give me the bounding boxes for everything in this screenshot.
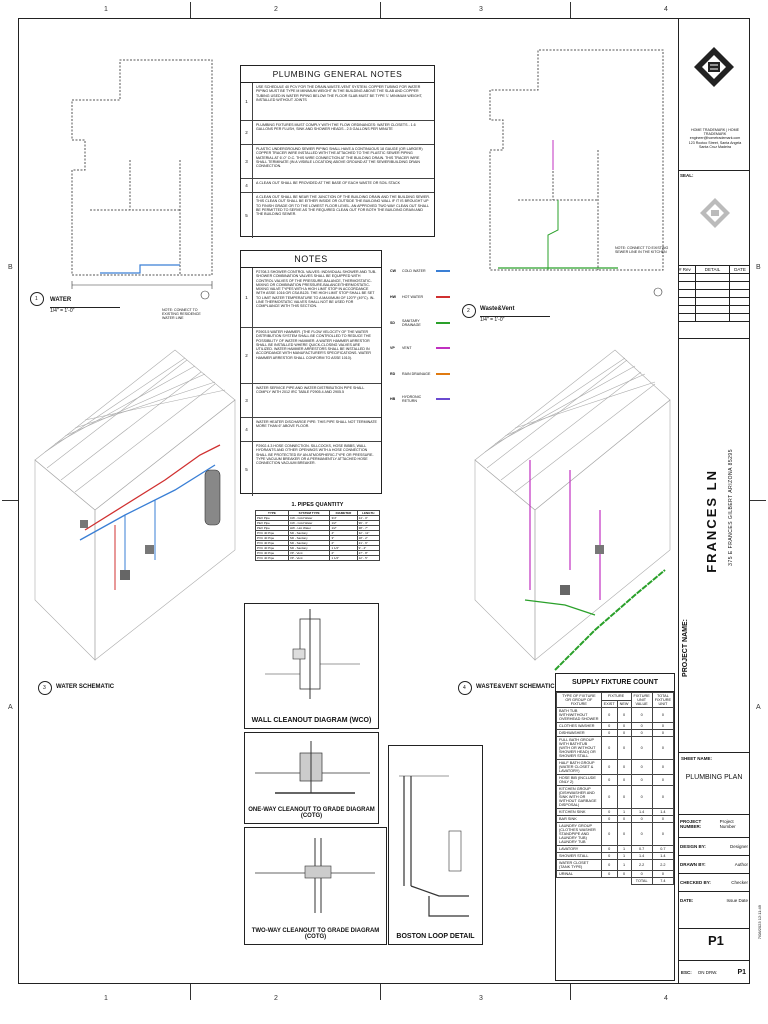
grid-bottom-1: 1 <box>104 995 108 1002</box>
sheet-name-area: SHEET NAME: PLUMBING PLAN <box>678 752 750 812</box>
supply-fixture-table: TYPE OF FIXTURE OR GROUP OF FIXTURE FIXTURE FIXTURE UNIT VALUE TOTAL FIXTURE UNIT EXIST NEW BATH TUB WITH/WITHOUT OVERHEAD SHOWER 0 0 0 0 CLOTHES WASHER 0 0 0 0 DISHWASHER 0 0 0 0 FULL BATH GROUP WITH BATHTUB (WITH OR WITHOUT SHOWER HEAD) OR SHOWER STALL 0 0 0 0 HALF BATH GROUP (WATER CLOSET & LAVATORY) 0 0 0 0 HOSE BIB (INCLUDE ONLY 2) 0 0 0 0 KITCHEN GROUP (DISHWASHER AND SINK WITH OR WITHOUT GARBAGE DISPOSAL) 0 0 0 0 KITCHEN SINK 0 1 1.4 1.4 BAR SINK 0 0 0 0 LAUNDRY GROUP (CLOTHES WASHER STANDPIPE AND LAUNDRY TUB) LAUNDRY TUB 0 0 0 0 LAVATORY 0 1 0.7 0.7 SHOWER STALL 0 1 1.4 1.4 WATER CLOSET (TANK TYPE) 0 1 2.2 2.2 URINAL 0 0 0 0 TOTAL 7.4 <box>556 692 674 885</box>
supply-fixture-row: CLOTHES WASHER 0 0 0 0 <box>557 723 674 730</box>
grid-left-a: A <box>8 704 13 711</box>
grid-right-a: A <box>756 704 761 711</box>
project-name: FRANCES LN <box>704 469 719 573</box>
revision-table: # Rev DETAIL DATE <box>678 265 750 335</box>
revision-row <box>678 274 750 282</box>
supply-fixture-title: SUPPLY FIXTURE COUNT <box>556 674 674 692</box>
project-name-area <box>678 338 750 750</box>
wco-detail <box>244 603 379 729</box>
two-way-cotg-drawing <box>245 828 388 923</box>
note-row: 3 WATER SERVICE PIPE AND WATER DISTRIBUTION PIPE SHALL COMPLY WITH 2012 IRC TABLE P2905.4 AND 2905.5 <box>241 384 381 418</box>
boston-loop-drawing <box>389 746 484 926</box>
legend-row: HW HOT WATER <box>390 292 460 302</box>
water-schematic-title: WATER SCHEMATIC <box>56 684 115 690</box>
supply-fixture-count <box>555 673 675 981</box>
pipes-table-row: PVC 40 Pipe SD - Sanitary 2" 21' - 6" <box>256 541 380 546</box>
grid-right-b: B <box>756 264 761 271</box>
notes-title: NOTES <box>241 251 381 268</box>
cotg-drawing <box>245 733 380 805</box>
legend-row: VP VENT <box>390 343 460 353</box>
general-note-row: 4 A CLEAN OUT SHALL BE PROVIDED AT THE BASE OF EACH WASTE OR SOIL STACK <box>241 179 434 193</box>
two-way-cotg-detail <box>244 827 387 945</box>
general-note-row: 1 USE SCHEDULE 40 PCV FOR THE DRAIN-WASTE-VENT SYSTEM. COPPER TUBING FOR WATER PIPING MUST BE TYPE M MINIMUM WEIGHT IN THE BUILDING ABOVE THE SLAB AND COPPER TUBING USED IN WATER PIPING BELOW THE FLOOR SLAB MUST BE TYPE 'L' MINIMUM WEIGHT, INSTALLED WITHOUT JOINTS <box>241 83 434 121</box>
pipes-quantity-table: 1. PIPES QUANTITY TYPE SYSTEM TYPE DIAMETER LENGTH PEX Pipe CW - Cold Water 3/4" 14' - 0" PEX Pipe CW - Cold Water 1/2" 96' - 3" PEX Pipe HW - Hot Water 1/2" 38' - 7" PVC 40 Pipe SD - Sanitary 4" 32' - 11" PVC 40 Pipe SD - Sanitary 3" 18' - 2" PVC 40 Pipe SD - Sanitary 2" 21' - 6" PVC 40 Pipe SD - Sanitary 1 1/2" 9' - 4" PVC 40 Pipe VP - Vent 2" 27' - 8" PVC 40 Pipe VP - Vent 1 1/2" 12' - 5" <box>255 502 380 561</box>
general-notes-panel <box>240 65 435 237</box>
supply-fixture-row: KITCHEN GROUP (DISHWASHER AND SINK WITH OR WITHOUT GARBAGE DISPOSAL) 0 0 0 0 <box>557 786 674 809</box>
grid-bottom-4: 4 <box>664 995 668 1002</box>
firm-info: HOME TRADEMARK | HOME TRADEMARK engineer@hometrademark.com 123 Rootoo Street, Santa Angela Santa Cruz Madeira <box>688 128 742 149</box>
grid-bottom-3: 3 <box>479 995 483 1002</box>
revision-row <box>678 306 750 314</box>
sheet-name: PLUMBING PLAN <box>685 774 743 781</box>
supply-fixture-row: LAVATORY 0 1 0.7 0.7 <box>557 846 674 853</box>
two-way-cotg-title: TWO-WAY CLEANOUT TO GRADE DIAGRAM (COTG) <box>251 928 380 940</box>
wco-title: WALL CLEANOUT DIAGRAM (WCO) <box>251 717 372 724</box>
project-name-label: PROJECT NAME: <box>682 619 689 677</box>
pipes-table-row: PVC 40 Pipe VP - Vent 1 1/2" 12' - 5" <box>256 556 380 561</box>
sewer-connect-note: NOTE: CONNECT TO EXISTING SEWER LINE IN THE KITCHEN <box>615 246 669 255</box>
general-note-row: 5 A CLEAN OUT SHALL BE NEAR THE JUNCTION OF THE BUILDING DRAIN AND THE BUILDING SEWER. THIS CLEAN OUT SHALL BE EITHER INSIDE OR OUTSIDE THE BUILDING WALL IF IT IS BROUGHT UP TO FINISH GRADE OR TO THE LOWEST FLOOR LEVEL. AN APPROVED TWO WAY CLEAN OUT SHALL BE PERMITTED TO SERVE AS THE REQUIRED CLEAN OUT FOR BOTH THE BUILDING DRAIN AND THE BUILDING SEWER. <box>241 193 434 238</box>
supply-fixture-row: LAUNDRY GROUP (CLOTHES WASHER STANDPIPE AND LAUNDRY TUB) LAUNDRY TUB 0 0 0 0 <box>557 823 674 846</box>
supply-fixture-row: FULL BATH GROUP WITH BATHTUB (WITH OR WITHOUT SHOWER HEAD) OR SHOWER STALL 0 0 0 0 <box>557 737 674 760</box>
grid-top-4: 4 <box>664 6 668 13</box>
waste-vent-view-scale: 1/4" = 1'-0" <box>480 316 550 323</box>
pipes-table-row: PVC 40 Pipe SD - Sanitary 1 1/2" 9' - 4" <box>256 546 380 551</box>
note-row: 1 P2708.3 SHOWER CONTROL VALVES: INDIVIDUAL SHOWER AND TUB-SHOWER COMBINATION VALVES SHALL BE EQUIPPED WITH CONTROL VALVES OF THE PRESSURE-BALANCE, THERMOSTATIC-MIXING OR COMBINATION PRESSURE-BALANCE/THERMOSTATIC-MIXING VALVE TYPES WITH A HIGH LIMIT STOP IN ACCORDANCE WITH ASSE 1016 OR CSA B125. THE HIGH LIMIT STOP SHALL BE SET TO LIMIT WATER TEMPERATURE TO A MAXIMUM OF 120°F (49°C). IN-LINE THERMOSTATIC VALVES SHALL NOT BE USED FOR COMPLIANCE WITH THIS SECTION. <box>241 268 381 328</box>
water-view-title: WATER <box>50 297 72 303</box>
notes-panel <box>240 250 382 494</box>
grid-bottom-2: 2 <box>274 995 278 1002</box>
water-schematic-drawing <box>25 330 240 680</box>
grid-top-2: 2 <box>274 6 278 13</box>
cotg-title: ONE-WAY CLEANOUT TO GRADE DIAGRAM (COTG) <box>248 807 375 819</box>
revision-row <box>678 298 750 306</box>
supply-fixture-row: BAR SINK 0 0 0 0 <box>557 816 674 823</box>
wco-drawing <box>245 604 380 709</box>
seal-area: SEAL: <box>678 170 750 265</box>
water-view-bubble: 1 <box>30 292 44 306</box>
waste-vent-plan-drawing <box>478 40 678 310</box>
supply-fixture-row: WATER CLOSET (TANK TYPE) 0 1 2.2 2.2 <box>557 860 674 871</box>
supply-fixture-row: BATH TUB WITH/WITHOUT OVERHEAD SHOWER 0 0 0 0 <box>557 708 674 723</box>
project-address: 375 E FRANCES GILBERT ARIZONA 85295 <box>728 449 734 566</box>
pipes-table-row: PVC 40 Pipe VP - Vent 2" 27' - 8" <box>256 551 380 556</box>
sheet-number-box <box>678 928 750 958</box>
water-schematic-bubble: 3 <box>38 681 52 695</box>
revision-row <box>678 282 750 290</box>
note-row: 4 WATER HEATER DISCHARGE PIPE: THIS PIPE SHALL NOT TERMINATE MORE THAN 6" ABOVE FLOOR. <box>241 418 381 442</box>
cotg-detail <box>244 732 379 824</box>
supply-fixture-row: KITCHEN SINK 0 1 1.4 1.4 <box>557 809 674 816</box>
general-note-row: 2 PLUMBING FIXTURES MUST COMPLY WITH THE FLOW ORDINANCES: WATER CLOSETS - 1.6 GALLONS PER FLUSH, SINK AND SHOWER HEADS - 2.5 GALLONS PER MINUTE <box>241 121 434 145</box>
waste-vent-view-title: Waste&Vent <box>480 306 515 312</box>
water-connect-note: NOTE: CONNECT TO EXISTING RESIDENCE WATER LINE <box>162 308 201 321</box>
firm-logo <box>690 45 738 115</box>
pipes-table-row: PVC 40 Pipe SD - Sanitary 4" 32' - 11" <box>256 531 380 536</box>
water-view-scale: 1/4" = 1'-0" <box>50 307 120 314</box>
project-info: PROJECT NUMBER: Project Number DESIGN BY: Designer DRAWN BY: Author CHECKED BY: Checker DATE: Issue Date <box>678 814 750 974</box>
waste-vent-schematic-bubble: 4 <box>458 681 472 695</box>
supply-fixture-row: HALF BATH GROUP (WATER CLOSET & LAVATORY) 0 0 0 0 <box>557 760 674 775</box>
pipes-table-row: PEX Pipe CW - Cold Water 1/2" 96' - 3" <box>256 521 380 526</box>
revision-row <box>678 314 750 322</box>
general-note-row: 3 PLASTIC UNDERGROUND SEWER PIPING SHALL HAVE A CONTINUOUS 18 GAUGE (OR LARGER) COPPER TRACER WIRE INSTALLED WITH THE ATTACHED TO THE PLASTIC SEWER PIPING MATERIAL AT 6'-0" O.C. THIS WIRE CONNECTION AT THE BUILDING DRAIN. THIS TRACER WIRE SHALL TERMINATE (IN A VISIBLE LOCATION) ABOVE GROUND AT THE SEWER/BUILDING DRAIN CONNECTION. <box>241 145 434 179</box>
pipes-table-row: PVC 40 Pipe SD - Sanitary 3" 18' - 2" <box>256 536 380 541</box>
waste-vent-view-bubble: 2 <box>462 304 476 318</box>
grid-top-1: 1 <box>104 6 108 13</box>
pipes-table-row: PEX Pipe CW - Cold Water 3/4" 14' - 0" <box>256 516 380 521</box>
boston-loop-detail <box>388 745 483 945</box>
supply-fixture-row: URINAL 0 0 0 0 <box>557 871 674 878</box>
note-row: 5 P2902.4.3 HOSE CONNECTION. SILLCOCKS, HOSE BIBBS, WALL HYDRANTS AND OTHER OPENINGS WITH A HOSE CONNECTION SHALL BE PROTECTED BY AN ATMOSPHERIC-TYPE OR PRESSURE-TYPE VACUUM BREAKER OR A PERMANENTLY ATTACHED HOSE CONNECTION VACUUM BREAKER. <box>241 442 381 496</box>
revision-row <box>678 290 750 298</box>
note-row: 2 P2903.5 WATER HAMMER. (THE FLOW VELOCITY OF THE WATER DISTRIBUTION SYSTEM SHALL BE CONTROLLED TO REDUCE THE POSSIBILITY OF WATER HAMMER. A WATER HAMMER ARRESTOR SHALL BE INSTALLED WHERE QUICK-CLOSING VALVES ARE UTILIZED. WATER HAMMER ARRESTORS SHALL BE INSTALLED IN ACCORDANCE WITH MANUFACTURER'S SPECIFICATIONS. WATER HAMMER ARRESTOR SHALL CONFORM TO ASSE 1010). <box>241 328 381 384</box>
esc-row: ESC: ON DRW. P1 <box>678 960 750 984</box>
legend-row: SD SANITARY DRAINAGE <box>390 318 460 328</box>
supply-fixture-row: HOSE BIB (INCLUDE ONLY 2) 0 0 0 0 <box>557 775 674 786</box>
grid-top-3: 3 <box>479 6 483 13</box>
supply-fixture-row: DISHWASHER 0 0 0 0 <box>557 730 674 737</box>
supply-fixture-row: SHOWER STALL 0 1 1.4 1.4 <box>557 853 674 860</box>
legend-row: CW COLD WATER <box>390 266 460 276</box>
seal-logo <box>698 196 732 246</box>
waste-vent-schematic-drawing <box>465 330 675 680</box>
legend-row: RD RAIN DRAINAGE <box>390 369 460 379</box>
boston-loop-title: BOSTON LOOP DETAIL <box>396 933 475 940</box>
pipes-table-row: PEX Pipe HW - Hot Water 1/2" 38' - 7" <box>256 526 380 531</box>
general-notes-title: PLUMBING GENERAL NOTES <box>241 66 434 83</box>
sheet-number: P1 <box>708 933 724 948</box>
water-plan-drawing <box>30 40 240 300</box>
grid-left-b: B <box>8 264 13 271</box>
side-stamp: 7/08/2023 12:11:49 <box>757 905 762 940</box>
legend-row: HB HYDRONIC RETURN <box>390 394 460 404</box>
waste-vent-schematic-title: WASTE&VENT SCHEMATIC <box>476 684 555 690</box>
